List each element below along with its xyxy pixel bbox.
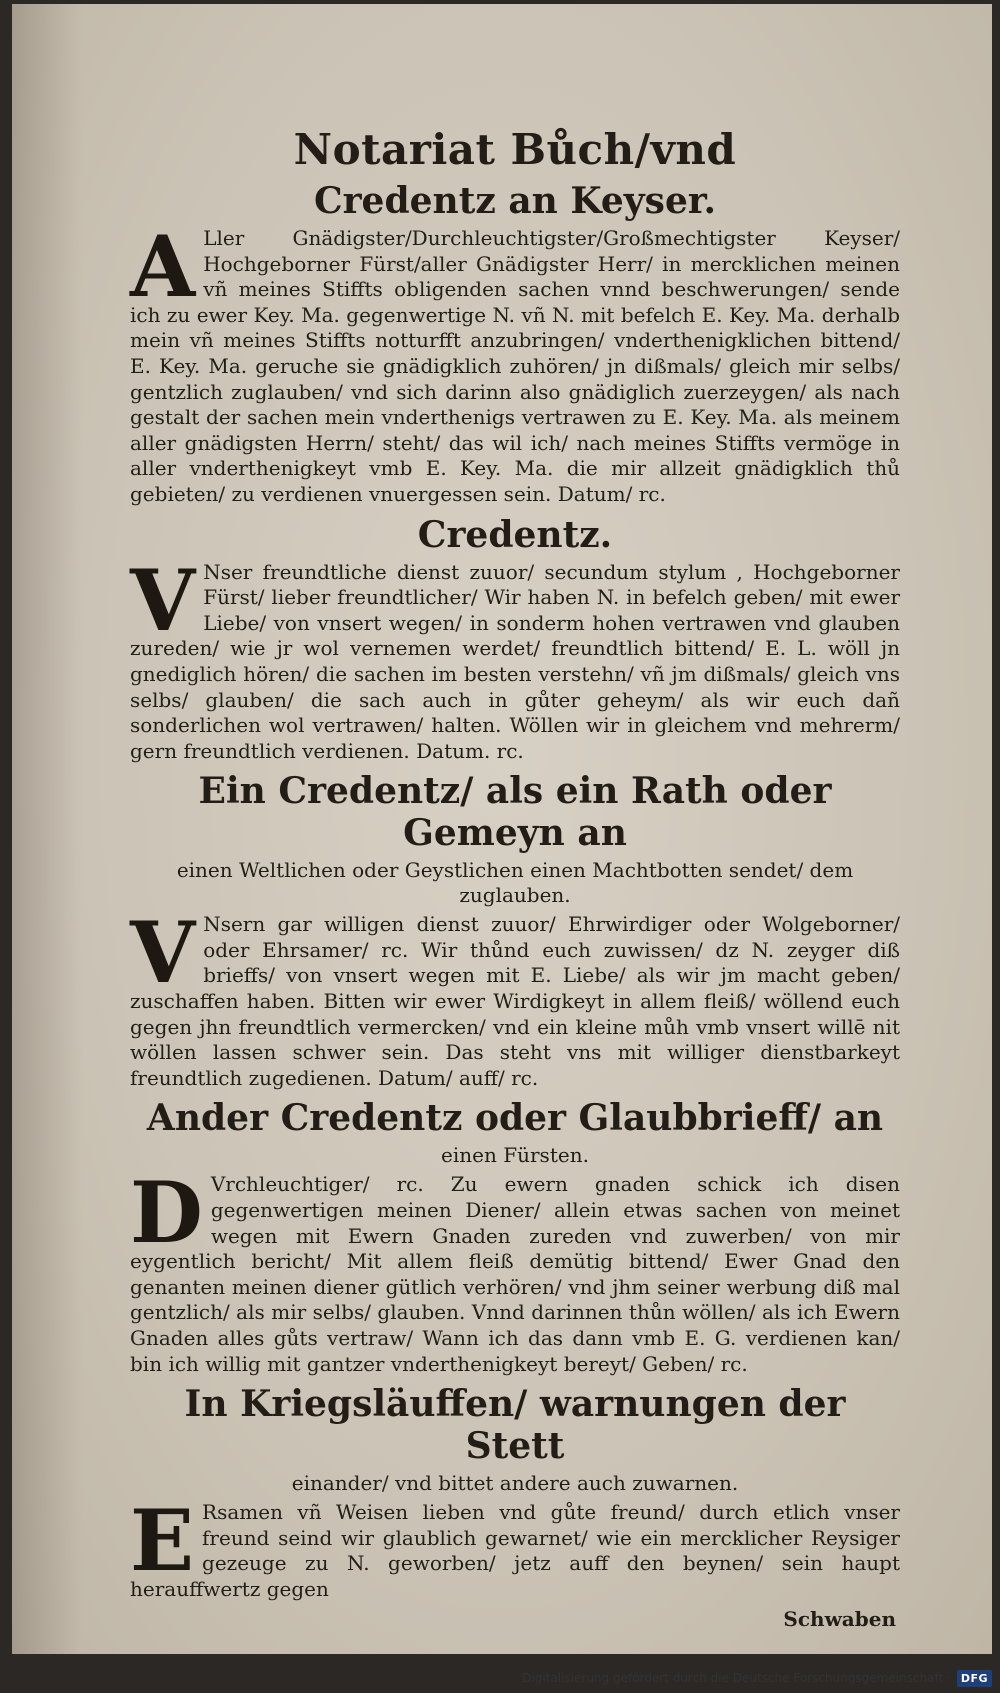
drop-cap: E [130,1491,195,1591]
section-body [130,217,900,508]
drop-cap: V [130,903,196,1003]
section-body [130,903,900,1091]
section-heading: Credentz an Keyser. [313,180,717,222]
digitization-footer [522,1667,992,1689]
section-4 [130,1097,900,1377]
section-2 [130,514,900,765]
page-text [130,125,900,1631]
page-gutter-shadow [12,4,82,1654]
dfg-logo: DFG [957,1670,992,1687]
section-subheading: einen Fürsten. [441,1143,589,1168]
body-text: Nser freundtliche dienst zuuor/ secundum stylum , Hochgeborner Fürst/ lieber freundtlicher/ Wir haben N. in befelch geben/ mit ewer Liebe/ von vnsert wegen/ in sonderm hohen vertrawen vnd glauben zureden/ wie jr wol vernemen werdet/ freundtlich bittend/ E. L. wöll jn gnediglich hören/ die sachen im besten verstehn/ vñ jm dißmals/ gleich vns selbs/ glauben/ die sach auch in gůter geheym/ als wir euch dañ sonderlichen wol vertrawen/ halten. Wöllen wir in gleichem vnd mehrerm/ gern freundtlich verdienen. Datum. rc. [130,559,900,763]
section-1 [130,180,900,508]
section-heading: Credentz. [417,513,613,556]
drop-cap: V [130,550,196,650]
section-5 [130,1383,900,1602]
running-head: Notariat Bůch/vnd [293,125,737,174]
footer-credit: Digitalisierung gefördert durch die Deutsche Forschungsgemeinschaft · [522,1671,951,1685]
section-body [130,1491,900,1602]
section-subheading: einander/ vnd bittet andere auch zuwarnen. [291,1471,739,1496]
body-text: Ller Gnädigster/Durchleuchtigster/Großmechtigster Keyser/ Hochgeborner Fürst/aller Gnädigster Herr/ in mercklichen meinen vñ meines Stiffts obligenden sachen vnnd beschwerungen/ sende ich zu ewer Key. Ma. gegenwertige N. vñ N. mit befelch E. Key. Ma. derhalb mein vñ meines Stiffts notturfft anzubringen/ vnderthenigklichen bittend/ E. Key. Ma. geruche sie gnädigklich zuhören/ jn dißmals/ gleich mir selbs/ gentzlich zuglauben/ vnd sich darinn also gnädiglich zuerzeygen/ als nach gestalt der sachen mein vnderthenigs vertrawen zu E. Key. Ma. als meinem aller gnädigsten Herrn/ steht/ das wil ich/ nach meines Stiffts vermöge in aller vnderthenigkeyt vmb E. Key. Ma. die mir allzeit gnädigklich thů gebieten/ zu verdienen vnuergessen sein. Datum/ rc. [130,226,900,506]
section-body [130,1163,900,1377]
drop-cap: A [130,217,196,316]
section-subheading: einen Weltlichen oder Geystlichen einen Machtbotten sendet/ dem zuglauben. [176,858,854,908]
section-heading: In Kriegsläuffen/ warnungen der Stett [184,1383,846,1468]
body-text: Nsern gar willigen dienst zuuor/ Ehrwirdiger oder Wolgeborner/ oder Ehrsamer/ rc. Wir thůnd euch zuwissen/ dz N. zeyger diß brieffs/ von vnsert wegen mit E. Liebe/ als wir jm macht geben/ zuschaffen haben. Bitten wir ewer Wirdigkeyt in allem fleiß/ wöllend euch gegen jhn freundtlich vermercken/ vnd ein kleine můh vmb vnsert willē nit wöllen lassen schwer sein. Das steht vns mit williger dienstbarkeyt freundtlich zugedienen. Datum/ auff/ rc. [130,912,900,1090]
section-3 [130,770,900,1091]
section-heading: Ein Credentz/ als ein Rath oder Gemeyn an [198,770,832,855]
body-text: Vrchleuchtiger/ rc. Zu ewern gnaden schick ich disen gegenwertigen meinen Diener/ allein etwas sachen von meinet wegen mit Ewern Gnaden zureden vnd zuwerben/ von mir eygentlich bericht/ Mit allem fleiß demütig bittend/ Ewer Gnad den genanten meinen diener gütlich verhören/ vnd jhm seiner werbung diß mal gentzlich/ als mir selbs/ glauben. Vnnd darinnen thůn wöllen/ als ich Ewern Gnaden alles gůts vertraw/ Wann ich das dann vmb E. G. verdienen kan/ bin ich willig mit gantzer vnderthenigkeyt bereyt/ Geben/ rc. [130,1172,900,1376]
section-body [130,550,900,765]
body-text: Rsamen vñ Weisen lieben vnd gůte freund/ durch etlich vnser freund seind wir glaublich gewarnet/ wie ein mercklicher Reysiger gezeuge zu N. geworben/ jetz auff den beynen/ sein haupt herauffwertz gegen [130,1500,900,1601]
catchword: Schwaben [783,1606,896,1631]
section-heading: Ander Credentz oder Glaubbrieff/ an [146,1097,884,1140]
drop-cap: D [130,1163,203,1263]
